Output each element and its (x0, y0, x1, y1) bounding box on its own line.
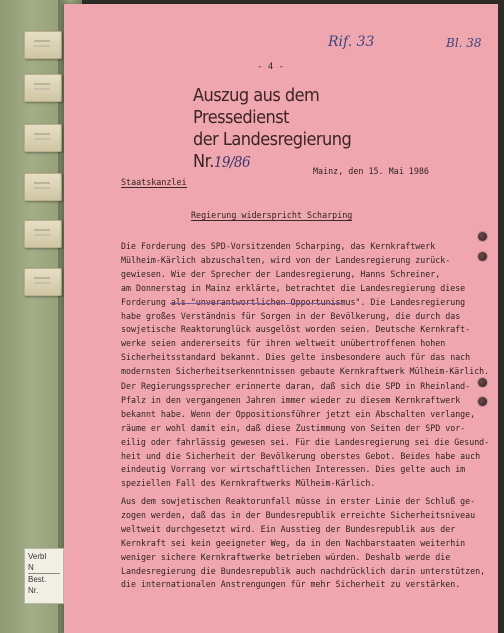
index-tab (24, 31, 62, 59)
text-line: bekannt habe. Wenn der Oppositionsführer jetzt ein Abschalten verlange, (121, 408, 476, 419)
text-line: Die Forderung des SPD-Vorsitzenden Scharping, das Kernkraftwerk (121, 241, 436, 251)
label-line: N (28, 563, 34, 572)
text-line: weltweit durchgesetzt wird. Ein Ausstieg der Bundesrepublik aus der (121, 523, 456, 534)
paragraph-3 (121, 495, 493, 592)
text-line: räume er wohl damit ein, daß diese Zustimmung von Seiten der SPD vor- (121, 422, 466, 433)
archive-label (24, 548, 64, 604)
index-tab (24, 220, 62, 248)
text-line: Der Regierungssprecher erinnerte daran, daß sich die SPD in Rheinland- (121, 381, 471, 391)
handwritten-reference: Rif. 33 (328, 34, 375, 50)
text-line: eilig oder fahrlässig gewesen sei. Für die Landesregierung sei die Gesund- (121, 436, 490, 447)
paragraph-2 (121, 380, 493, 491)
sender: Staatskanzlei (121, 177, 187, 187)
text-line: Kernkraft sei kein geeigneter Weg, da in den Nachbarstaaten weiterhin (121, 537, 466, 548)
index-tab (24, 124, 62, 152)
text-line: Landesregierung die Bundesrepublik auch nachdrücklich darin unterstützen, (121, 565, 486, 576)
text-line: Mülheim-Kärlich abzuschalten, wird von der Landesregierung zurück- (121, 254, 451, 265)
label-line: Best. (28, 575, 47, 584)
headline: Regierung widerspricht Scharping (191, 210, 353, 220)
issue-number: 19/86 (213, 153, 251, 171)
text-line: Pfalz in den vergangenen Jahren immer wieder zu diesem Kernkraftwerk (121, 394, 461, 405)
handwritten-page-mark: Bl. 38 (446, 36, 482, 50)
index-tab (24, 268, 62, 296)
text-line: werke seien andererseits für ihren weltweit unübertroffenen hohen (121, 338, 446, 349)
text-line: modernsten Sicherheitserkenntnissen gebaute Kernkraftwerk Mülheim-Kärlich. (121, 366, 490, 377)
text-line: Forderung als "unverantwortlichen Opportunismus". Die Landesregierung (121, 296, 466, 307)
text-line: gewiesen. Wie der Sprecher der Landesregierung, Hanns Schreiner, (121, 268, 441, 279)
text-line: zogen werden, daß das in der Bundesrepublik erreichte Sicherheitsniveau (121, 509, 476, 520)
text-line: sowjetische Reaktorunglück ausgelöst worden seien. Deutsche Kernkraft- (121, 324, 471, 335)
text-line: heit und die Sicherheit der Bevölkerung oberstes Gebot. Beides habe auch (121, 450, 481, 461)
text-line: speziellen Fall des Kernkraftwerks Mülheim-Kärlich. (121, 478, 376, 489)
text-line: die internationalen Anstrengungen für mehr Sicherheit zu verstärken. (121, 579, 461, 590)
masthead-prefix: der Landesregierung Nr. (193, 129, 352, 172)
label-line: Verbl (28, 552, 47, 561)
label-line: Nr. (28, 586, 39, 595)
page-number: - 4 - (257, 62, 285, 72)
masthead-line-1: Auszug aus dem Pressedienst (193, 85, 320, 128)
index-tab (24, 74, 62, 102)
text-line: eindeutig Vorrang vor wirtschaftlichen Interessen. Dies gelte auch im (121, 464, 466, 475)
text-line: Sicherheitsstandard bekannt. Dies gelte insbesondere auch für das nach (121, 352, 471, 363)
paragraph-1 (121, 240, 493, 379)
text-line: Aus dem sowjetischen Reaktorunfall müsse in erster Linie der Schluß ge- (121, 496, 476, 506)
masthead (193, 85, 409, 173)
index-tab (24, 173, 62, 201)
text-line: am Donnerstag in Mainz erklärte, betrachtet die Landesregierung diese (121, 282, 466, 293)
place-date: Mainz, den 15. Mai 1986 (313, 166, 429, 176)
pen-underline (170, 303, 342, 304)
text-line: weniger sichere Kernkraftwerke betrieben würden. Deshalb werde die (121, 551, 451, 562)
text-line: habe großes Verständnis für Sorgen in der Bevölkerung, die durch das (121, 310, 461, 321)
